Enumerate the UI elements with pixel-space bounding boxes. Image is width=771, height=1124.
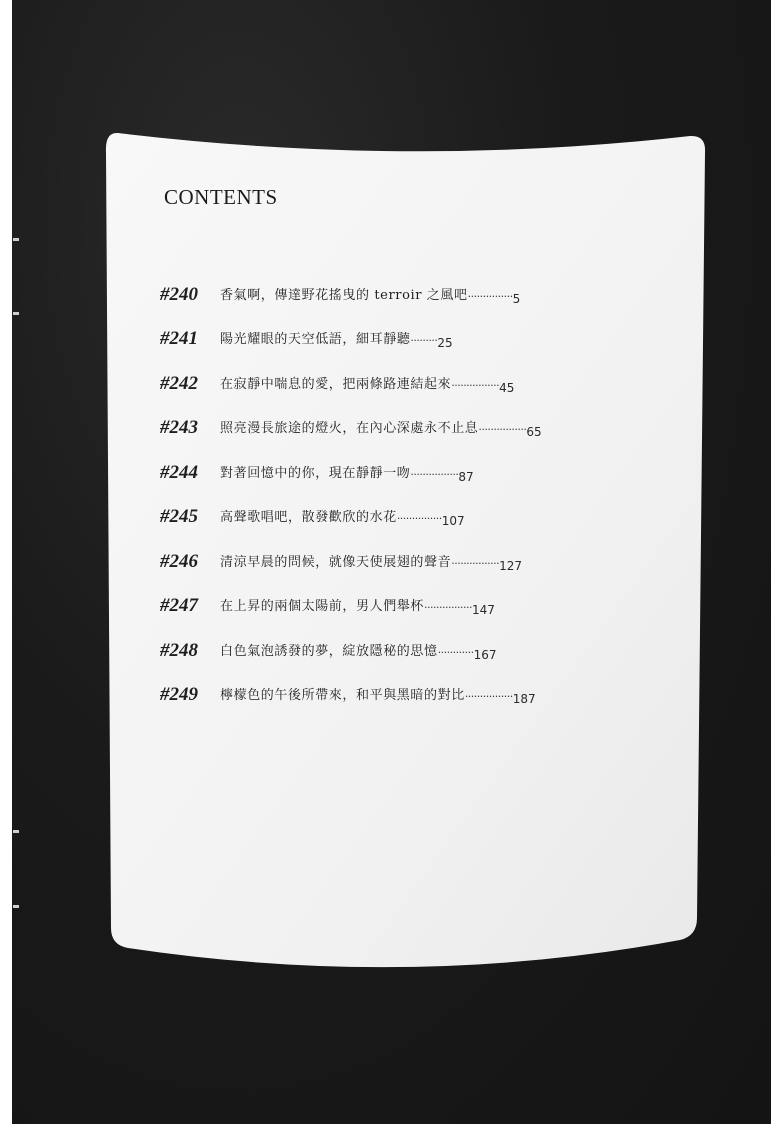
page-number: 87 [458,469,474,484]
page-number: 107 [441,514,465,528]
chapter-number: #247 [160,595,198,616]
toc-entry [160,306,542,351]
toc-entry [160,350,542,395]
chapter-title: 白色氣泡誘發的夢，綻放隱秘的思憶 [220,643,438,659]
leader-dots: ················ [451,378,500,392]
toc-entry [160,573,542,618]
chapter-number: #248 [160,639,198,661]
leader-dots: ··············· [396,512,442,525]
leader-dots: ················ [464,690,513,703]
page-number: 127 [499,558,523,573]
chapter-number: #242 [160,372,198,394]
chapter-title: 在上昇的兩個太陽前，男人們舉杯 [220,599,425,614]
chapter-number: #246 [160,550,198,572]
page-number: 65 [526,425,542,439]
chapter-number: #249 [160,684,198,705]
toc-entry [160,439,542,484]
leader-dots: ················ [410,467,459,481]
leader-dots: ················ [478,423,527,436]
chapter-title: 香氣啊，傳達野花搖曳的 terroir 之風吧 [220,287,468,303]
leader-dots: ············ [437,645,474,659]
chapter-title: 對著回憶中的你，現在靜靜一吻 [220,465,411,481]
leader-dots: ················ [451,556,500,570]
chapter-number: #244 [160,461,198,483]
chapter-number: #245 [160,506,198,527]
chapter-number: #243 [160,417,198,438]
leader-dots: ··············· [467,289,513,303]
chapter-title: 在寂靜中喘息的愛，把兩條路連結起來 [220,376,452,392]
chapter-number: #241 [160,328,198,349]
page-number: 25 [437,336,453,350]
leader-dots: ········· [410,334,438,347]
chapter-title: 高聲歌唱吧，散發歡欣的水花 [220,510,397,525]
page-number: 147 [471,603,495,617]
toc-entry [160,261,542,306]
chapter-title: 檸檬色的午後所帶來，和平與黑暗的對比 [220,688,465,703]
toc-entry [160,662,542,707]
page-number: 187 [512,692,536,706]
toc-entry [160,617,542,662]
page-number: 45 [499,380,515,395]
toc-entry [160,528,542,573]
contents-heading: CONTENTS [164,185,278,209]
toc-entry [160,395,542,440]
table-of-contents [160,261,542,706]
chapter-title: 清涼早晨的問候，就像天使展翅的聲音 [220,554,452,570]
leader-dots: ················ [424,601,472,614]
chapter-number: #240 [160,283,198,305]
toc-entry [160,484,542,529]
page-number: 5 [512,291,521,306]
chapter-title: 照亮漫長旅途的燈火，在內心深處永不止息 [220,421,479,436]
chapter-title: 陽光耀眼的天空低語，細耳靜聽 [220,332,411,347]
page-number: 167 [473,647,497,662]
